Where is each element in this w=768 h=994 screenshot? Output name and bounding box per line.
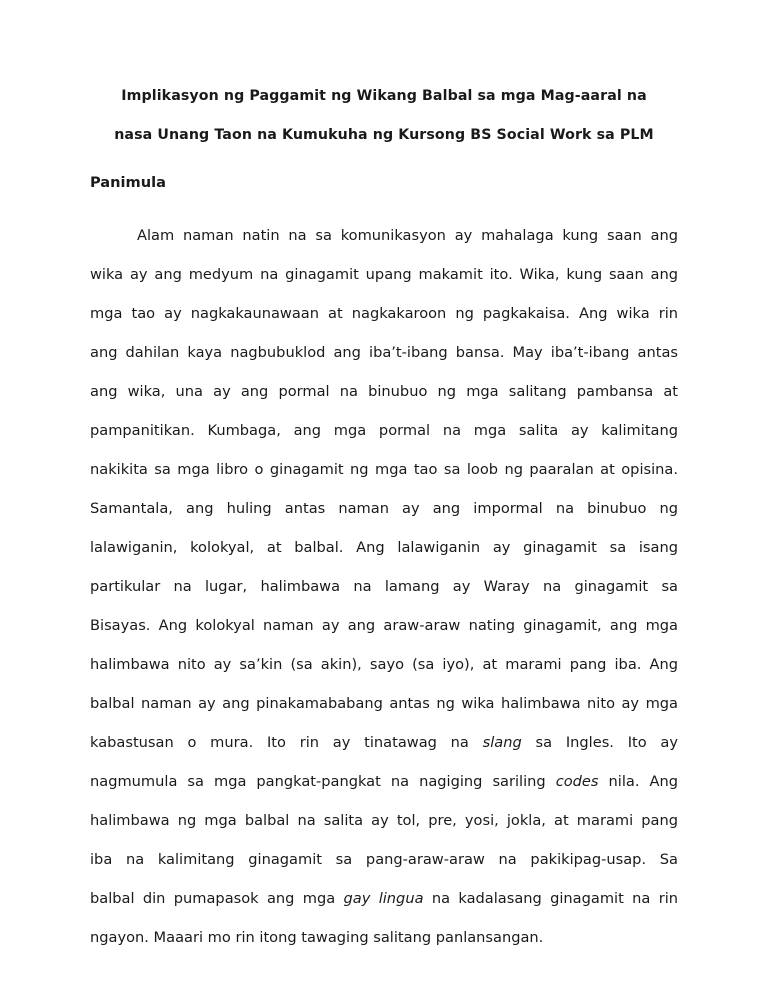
- paragraph-line: [90, 655, 678, 675]
- paragraph-line: [90, 343, 678, 363]
- text-run: kabastusan o mura. Ito rin ay tinatawag na: [90, 734, 483, 751]
- paragraph-line: [90, 538, 678, 558]
- text-run: nagmumula sa mga pangkat-pangkat na nagiging sariling: [90, 773, 556, 790]
- paragraph-line: [90, 265, 678, 285]
- paragraph-line: [90, 382, 678, 402]
- document-title-line-2: nasa Unang Taon na Kumukuha ng Kursong BS Social Work sa PLM: [114, 127, 654, 143]
- text-run: partikular na lugar, halimbawa na lamang ay Waray na ginagamit sa: [90, 578, 678, 595]
- paragraph-line: [90, 811, 678, 831]
- text-run: nakikita sa mga libro o ginagamit ng mga tao sa loob ng paaralan at opisina.: [90, 461, 678, 478]
- paragraph-line: [90, 928, 678, 948]
- text-run: sa Ingles. Ito ay: [521, 734, 679, 751]
- paragraph-line: [90, 733, 678, 753]
- paragraph-line: [90, 577, 678, 597]
- text-run: halimbawa ng mga balbal na salita ay tol, pre, yosi, jokla, at marami pang: [90, 812, 678, 829]
- paragraph-line: [90, 304, 678, 324]
- text-run: Bisayas. Ang kolokyal naman ay ang araw-araw nating ginagamit, ang mga: [90, 617, 678, 634]
- paragraph-line: [90, 694, 678, 714]
- text-run: ang wika, una ay ang pormal na binubuo ng mga salitang pambansa at: [90, 383, 678, 400]
- text-run: iba na kalimitang ginagamit sa pang-araw-araw na pakikipag-usap. Sa: [90, 851, 678, 868]
- paragraph-line: [90, 460, 678, 480]
- paragraph-line: [90, 616, 678, 636]
- section-heading: Panimula: [90, 174, 166, 191]
- text-run: lalawiganin, kolokyal, at balbal. Ang lalawiganin ay ginagamit sa isang: [90, 539, 678, 556]
- text-run: balbal din pumapasok ang mga: [90, 890, 344, 907]
- paragraph-line: [90, 499, 678, 519]
- text-run: Samantala, ang huling antas naman ay ang impormal na binubuo ng: [90, 500, 678, 517]
- italic-term: codes: [555, 773, 599, 790]
- text-run: halimbawa nito ay sa’kin (sa akin), sayo (sa iyo), at marami pang iba. Ang: [90, 656, 678, 673]
- text-run: Alam naman natin na sa komunikasyon ay mahalaga kung saan ang: [137, 227, 678, 244]
- italic-term: slang: [482, 734, 522, 751]
- text-run: mga tao ay nagkakaunawaan at nagkakaroon ng pagkakaisa. Ang wika rin: [90, 305, 678, 322]
- text-run: ngayon. Maaari mo rin itong tawaging salitang panlansangan.: [90, 929, 544, 946]
- text-run: balbal naman ay ang pinakamababang antas ng wika halimbawa nito ay mga: [90, 695, 678, 712]
- text-run: pampanitikan. Kumbaga, ang mga pormal na mga salita ay kalimitang: [90, 422, 678, 439]
- paragraph-line: [90, 226, 678, 246]
- italic-term: gay lingua: [343, 890, 424, 907]
- document-title-line-1: Implikasyon ng Paggamit ng Wikang Balbal sa mga Mag-aaral na: [121, 88, 647, 104]
- paragraph-line: [90, 772, 678, 792]
- text-run: wika ay ang medyum na ginagamit upang makamit ito. Wika, kung saan ang: [90, 266, 678, 283]
- paragraph-line: [90, 889, 678, 909]
- text-run: ang dahilan kaya nagbubuklod ang iba’t-ibang bansa. May iba’t-ibang antas: [90, 344, 678, 361]
- text-run: nila. Ang: [598, 773, 678, 790]
- paragraph-line: [90, 850, 678, 870]
- text-run: na kadalasang ginagamit na rin: [423, 890, 678, 907]
- paragraph-line: [90, 421, 678, 441]
